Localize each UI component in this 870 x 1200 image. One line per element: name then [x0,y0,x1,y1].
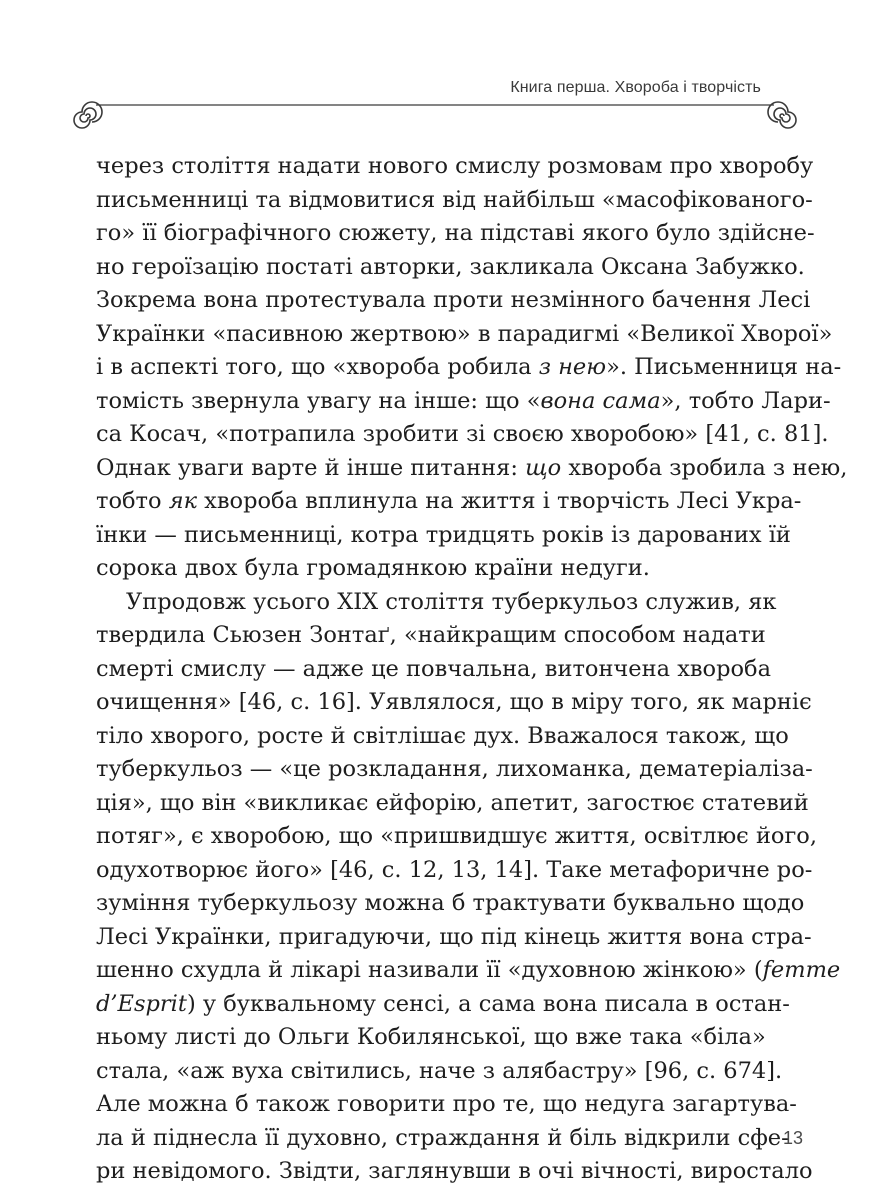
text-segment: хвороба зробила з нею, [561,454,848,481]
spiral-icon [74,102,102,128]
text-segment: туберкульоз — «це розкладання, лихоманка, дематеріаліза- [96,756,813,782]
text-line [96,1055,783,1089]
text-segment: з нею [538,354,607,380]
text-line [96,284,811,318]
text-segment: твердила Сьюзен Зонтаґ, «найкращим способом надати [96,622,766,648]
text-segment: ньому листі до Ольги Кобилянської, що вже така «біла» [96,1024,766,1050]
text-line [96,586,777,620]
text-line [96,385,831,419]
text-line [96,887,805,921]
text-line [96,619,766,653]
text-segment: їнки — письменниці, котра тридцять років із дарованих їй [96,521,791,548]
text-segment: і в аспекті того, що «хвороба робила [96,354,539,380]
text-segment: одухотворює його» [46, с. 12, 13, 14]. Таке метафоричне ро- [96,856,813,883]
text-line [96,552,761,586]
text-line [96,351,842,385]
text-line [96,251,805,285]
text-line [96,184,813,218]
text-segment: Лесі Українки, пригадуючи, що під кінець життя вона стра- [96,923,812,950]
spiral-icon [768,102,796,128]
text-segment: ція», що він «викликає ейфорію, апетит, загостює статевий [96,789,809,816]
text-line [96,217,815,251]
text-segment: очищення» [46, с. 16]. Уявлялося, що в міру того, як марніє [96,689,812,715]
text-segment: шенно схудла й лікарі називали її «духовною жінкою» ( [96,957,763,983]
text-segment: як [168,488,198,514]
text-line [96,452,848,486]
text-line [96,1021,766,1055]
text-line [96,1155,813,1189]
text-line [96,854,813,888]
text-segment: що [525,454,562,481]
text-line [96,753,813,787]
text-segment: », тобто Лари- [660,387,831,414]
text-segment: femme [762,957,841,983]
text-line [96,1088,797,1122]
text-line [96,485,802,519]
page-number: 13 [782,1128,803,1148]
text-segment: сорока двох була громадянкою країни недуги. [96,555,650,581]
text-line [96,318,833,352]
header-ornament-rule [62,96,808,136]
text-line [96,653,771,687]
body-text [96,150,848,1189]
text-segment: Однак уваги варте й інше питання: [96,454,526,481]
text-segment: го» її біографічного сюжету, на підставі якого було здійсне- [96,220,815,246]
text-line [96,954,841,988]
text-segment: Але можна б також говорити про те, що недуга загартува- [96,1091,797,1117]
text-segment: ) у буквальному сенсі, а сама вона писала в остан- [186,990,790,1017]
text-line [96,519,791,553]
text-segment: томість звернула увагу на інше: що « [96,387,541,414]
running-head: Книга перша. Хвороба і творчість [510,79,761,96]
text-segment: но героїзацію постаті авторки, закликала Оксана Забужко. [96,253,805,280]
text-line [96,820,817,854]
text-segment: Українки «пасивною жертвою» в парадигмі «Великої Хворої» [96,320,833,347]
text-segment: тіло хворого, росте й світлішає дух. Вважалося також, що [96,722,789,749]
text-line [96,150,814,184]
text-segment: са Косач, «потрапила зробити зі своєю хворобою» [41, с. 81]. [96,421,829,447]
text-line [96,418,829,452]
text-segment: письменниці та відмовитися від найбільш «масофікованого- [96,186,813,213]
text-segment: вона сама [540,387,661,414]
text-line [96,1122,789,1156]
text-line [96,787,809,821]
text-segment: d’Esprit [96,990,187,1017]
text-segment: хвороба вплинула на життя і творчість Лесі Укра- [197,488,802,514]
text-segment: Упродовж усього XIX століття туберкульоз служив, як [126,588,777,615]
text-line [96,686,812,720]
text-segment: потяг», є хворобою, що «пришвидшує життя, освітлює його, [96,823,817,849]
text-segment: ла й піднесла її духовно, страждання й біль відкрили сфе- [96,1124,789,1151]
text-line [96,988,790,1022]
text-segment: тобто [96,488,169,514]
text-segment: стала, «аж вуха світились, наче з алябастру» [96, с. 674]. [96,1057,783,1084]
text-segment: зуміння туберкульозу можна б трактувати буквально щодо [96,890,805,916]
text-segment: Зокрема вона протестувала проти незмінного бачення Лесі [96,287,811,313]
text-segment: ». Письменниця на- [606,354,842,380]
text-segment: смерті смислу — адже це повчальна, витончена хвороба [96,655,771,682]
text-segment: ри невідомого. Звідти, заглянувши в очі вічності, виростало [96,1158,813,1184]
text-segment: через століття надати нового смислу розмовам про хворобу [96,153,814,179]
text-line [96,921,812,955]
text-line [96,720,789,754]
